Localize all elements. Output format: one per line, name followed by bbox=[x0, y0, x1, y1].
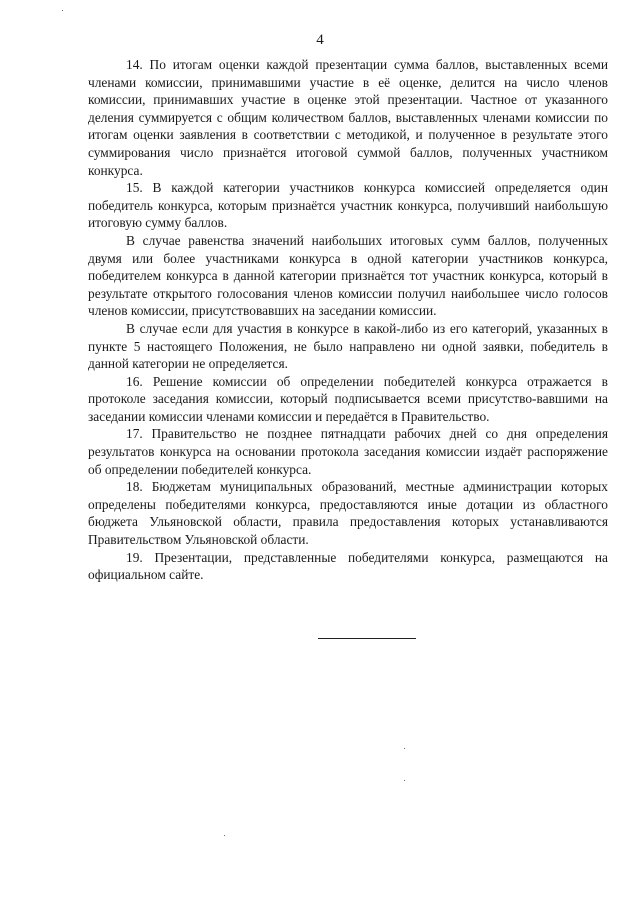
scan-speck bbox=[224, 835, 225, 836]
paragraph-15-no-applications: В случае если для участия в конкурсе в какой-либо из его категорий, указанных в пункте 5 настоящего Положения, не было направлено ни одной заявки, победитель в данной категории не определяется. bbox=[88, 320, 608, 372]
document-body bbox=[88, 56, 608, 584]
paragraph-19: 19. Презентации, представленные победителями конкурса, размещаются на официальном сайте. bbox=[88, 549, 608, 583]
paragraph-17: 17. Правительство не позднее пятнадцати рабочих дней со дня определения результатов конкурса на основании протокола заседания комиссии издаёт распоряжение об определении победителей конкурса. bbox=[88, 426, 608, 477]
scan-speck bbox=[404, 748, 405, 749]
paragraph-16: 16. Решение комиссии об определении победителей конкурса отражается в протоколе заседания комиссии, который подписывается всеми присутство-вавшими на заседании комиссии членами комиссии и передаётся в Правительство. bbox=[88, 373, 608, 424]
paragraph-14: 14. По итогам оценки каждой презентации сумма баллов, выставленных всеми членами комиссии, принимавшими участие в её оценке, делится на число членов комиссии, принимавших участие в оценке этой презентации. Частное от указанного деления суммируется с общим количеством баллов, выставленных членами комиссии по итогам оценки заявления в соответствии с методикой, и полученное в результате этого суммирования число признаётся итоговой суммой баллов, полученных участником конкурса. bbox=[88, 57, 608, 178]
paragraph-18: 18. Бюджетам муниципальных образований, местные администрации которых определены победителями конкурса, предоставляются иные дотации из областного бюджета Ульяновской области, правила предоставления которых устанавливаются Правительством Ульяновской области. bbox=[88, 479, 608, 548]
page-number: 4 bbox=[316, 32, 324, 48]
paragraph-15-tie-rule: В случае равенства значений наибольших итоговых сумм баллов, полученных двумя или более участниками конкурса в одной категории участников конкурса, победителем конкурса в данной категории признаётся тот участник конкурса, который в результате открытого голосования членов комиссии получил наибольшее число голосов членов комиссии, присутствовавших на заседании комиссии. bbox=[88, 232, 608, 319]
scan-speck bbox=[404, 780, 405, 781]
paragraph-15: 15. В каждой категории участников конкурса комиссией определяется один победитель конкурса, которым признаётся участник конкурса, получивший наибольшую итоговую сумму баллов. bbox=[88, 180, 608, 231]
scan-speck bbox=[62, 10, 63, 11]
end-divider-line bbox=[318, 638, 416, 639]
